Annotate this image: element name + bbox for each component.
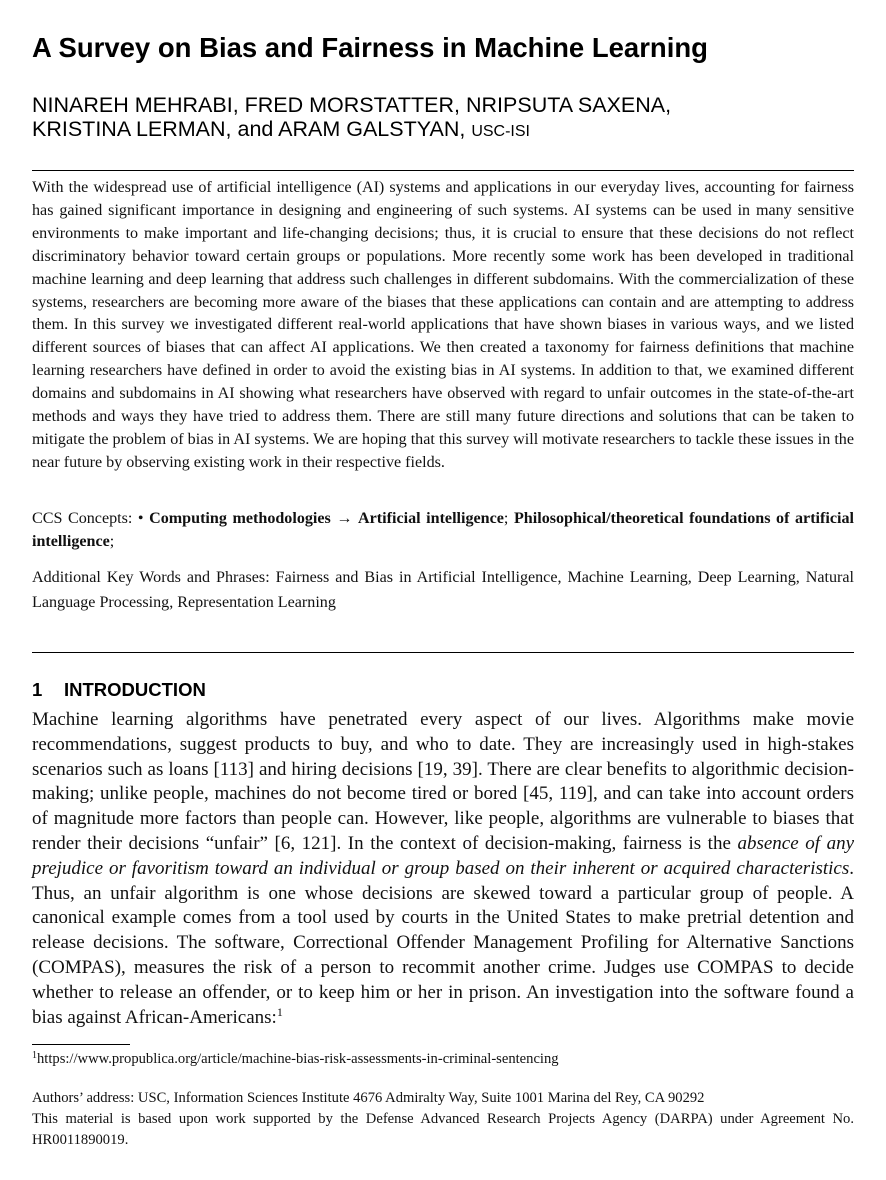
section-heading-introduction bbox=[32, 679, 206, 701]
abstract: With the widespread use of artificial intelligence (AI) systems and applications in our everyday lives, accounting for fairness has gained significant importance in designing and engineering of such systems. AI systems can be used in many sensitive environments to make important and life-changing decisions; thus, it is crucial to ensure that these decisions do not reflect discriminatory behavior toward certain groups or populations. More recently some work has been developed in traditional machine learning and deep learning that address such challenges in different subdomains. With the commercialization of these systems, researchers are becoming more aware of the biases that these applications can contain and are attempting to address them. In this survey we investigated different real-world applications that have shown biases in various ways, and we listed different sources of biases that can affect AI applications. We then created a taxonomy for fairness definitions that machine learning researchers have defined in order to avoid the existing bias in AI systems. In addition to that, we examined different domains and subdomains in AI showing what researchers have observed with regard to unfair outcomes in the state-of-the-art methods and ways they have tried to address them. There are still many future directions and solutions that can be taken to mitigate the problem of bias in AI systems. We are hoping that this survey will motivate researchers to tackle these issues in the near future by observing existing work in their respective fields. bbox=[32, 179, 854, 471]
bottom-divider bbox=[32, 652, 854, 653]
footnote-reference-link[interactable]: 1 bbox=[276, 1004, 283, 1019]
keywords-label: Additional Key Words and Phrases: bbox=[32, 569, 270, 586]
introduction-paragraph bbox=[32, 708, 854, 1030]
ccs-item-computing-methodologies: Computing methodologies bbox=[149, 510, 331, 527]
authors-address: Authors’ address: USC, Information Sciences Institute 4676 Admiralty Way, Suite 1001 Marina del Rey, CA 90292 bbox=[32, 1090, 705, 1106]
footnote bbox=[32, 1049, 854, 1069]
intro-text-part-1: Machine learning algorithms have penetrated every aspect of our lives. Algorithms make movie recommendations, suggest products to buy, and who to date. They are increasingly used in high-stakes scenarios such as loans [113] and hiring decisions [19, 39]. There are clear benefits to algorithmic decision-making; unlike people, machines do not become tired or bored [45, 119], and can take into account orders of magnitude more factors than people can. However, like people, algorithms are vulnerable to biases that render their decisions “unfair” [6, 121]. In the context of decision-making, fairness is the bbox=[32, 709, 854, 854]
ccs-separator: ; bbox=[503, 510, 509, 527]
footnote-mark: 1 bbox=[32, 1050, 37, 1061]
ccs-concepts bbox=[32, 508, 854, 553]
ccs-arrow: → bbox=[336, 510, 353, 527]
ccs-item-artificial-intelligence: Artificial intelligence bbox=[358, 510, 504, 527]
intro-text-part-2: . Thus, an unfair algorithm is one whose decisions are skewed toward a particular group of people. A canonical example comes from a tool used by courts in the United States to make pretrial detention and release decisions. The software, Correctional Offender Management Profiling for Alternative Sanctions (COMPAS), measures the risk of a person to recommit another crime. Judges use COMPAS to decide whether to release an offender, or to keep him or her in prison. An investigation into the software found a bias against African-Americans: bbox=[32, 857, 854, 1028]
authors-names: KRISTINA LERMAN, and ARAM GALSTYAN, bbox=[32, 117, 466, 141]
footnote-url-link[interactable]: https://www.propublica.org/article/machine-bias-risk-assessments-in-criminal-sentencing bbox=[37, 1051, 559, 1067]
top-divider bbox=[32, 170, 854, 171]
authors-line-2 bbox=[32, 117, 854, 144]
ccs-item-philosophical-foundations: Philosophical/theoretical foundations of artificial intelligence bbox=[32, 510, 854, 550]
keywords-text: Fairness and Bias in Artificial Intelligence, Machine Learning, Deep Learning, Natural Language Processing, Representation Learning bbox=[32, 569, 855, 611]
author-affiliation: USC-ISI bbox=[471, 123, 530, 140]
footnote-divider bbox=[32, 1044, 130, 1045]
ccs-label: CCS Concepts: • bbox=[32, 510, 144, 527]
ccs-end: ; bbox=[109, 532, 115, 550]
section-number: 1 bbox=[32, 679, 43, 700]
funding-statement: This material is based upon work supported by the Defense Advanced Research Projects Agency (DARPA) under Agreement No. HR0011890019. bbox=[32, 1111, 854, 1148]
section-title: INTRODUCTION bbox=[64, 679, 206, 700]
author-list bbox=[32, 93, 854, 144]
paper-title: A Survey on Bias and Fairness in Machine Learning bbox=[32, 32, 708, 63]
fairness-definition-emphasis: absence of any prejudice or favoritism toward an individual or group based on their inherent or acquired characteristics bbox=[32, 832, 854, 879]
authors-line-1: NINAREH MEHRABI, FRED MORSTATTER, NRIPSUTA SAXENA, bbox=[32, 93, 672, 117]
keywords bbox=[32, 566, 854, 615]
